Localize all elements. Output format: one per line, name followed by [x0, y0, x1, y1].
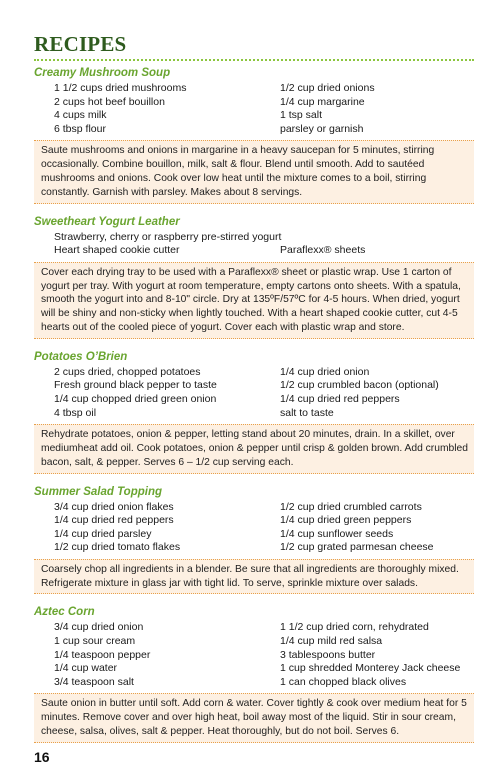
ingredient-item: 1 tsp salt: [280, 109, 323, 122]
recipe-instructions: Coarsely chop all ingredients in a blender. Be sure that all ingredients are thoroughly mixed. Refrigerate mixture in glass jar with tight lid. To serve, sprinkle mixture over salads.: [34, 559, 474, 595]
ingredient-list: [34, 82, 474, 136]
title-divider: [34, 59, 474, 61]
ingredient-item: 1/4 teaspoon pepper: [54, 648, 151, 661]
ingredient-item: 1/2 cup dried onions: [280, 82, 375, 94]
ingredient-item: Strawberry, cherry or raspberry pre-stirred yogurt: [54, 230, 282, 243]
ingredient-item: 1/4 cup dried green peppers: [280, 514, 412, 527]
ingredient-item: salt to taste: [280, 406, 334, 419]
ingredient-item: 1/4 cup mild red salsa: [280, 635, 383, 648]
recipe-aztec-corn: [34, 604, 474, 742]
ingredient-item: Heart shaped cookie cutter: [54, 244, 180, 257]
recipe-title: Potatoes O’Brien: [34, 350, 128, 363]
recipe-instructions: Saute onion in butter until soft. Add corn & water. Cover tightly & cook over medium heat for 5 minutes. Remove cover and over high heat, boil away most of the liquid. Stir in sour cream, cheese, salsa, olives, salt & pepper. Heat thoroughly, but do not boil. Serves 6.: [34, 693, 474, 742]
ingredient-item: 1 1/2 cups dried mushrooms: [54, 82, 187, 94]
ingredient-item: 1 1/2 cup dried corn, rehydrated: [280, 621, 429, 634]
ingredient-item: 2 cups hot beef bouillon: [54, 95, 165, 108]
ingredient-list: [34, 366, 474, 420]
ingredient-item: 1 cup shredded Monterey Jack cheese: [280, 662, 461, 675]
ingredient-item: 1/4 cup water: [54, 662, 118, 675]
ingredient-item: 4 cups milk: [54, 109, 107, 122]
ingredient-item: 1/4 cup dried red peppers: [280, 392, 400, 405]
ingredient-item: 3/4 cup dried onion: [54, 621, 144, 634]
recipe-potatoes-obrien: [34, 349, 474, 474]
recipe-instructions: Rehydrate potatoes, onion & pepper, letting stand about 20 minutes, drain. In a skillet, over mediumheat add oil. Cook potatoes, onion & pepper until crisp & golden brown. Add crumbled bacon, salt, & pepper. Serves 6 – 1/2 cup serving each.: [34, 424, 474, 473]
page-title: RECIPES: [34, 32, 127, 56]
page-number: 16: [34, 749, 50, 765]
ingredient-item: 3/4 teaspoon salt: [54, 675, 134, 688]
ingredient-item: 1/4 cup dried red peppers: [54, 514, 174, 527]
recipe-sweetheart-yogurt-leather: [34, 214, 474, 339]
ingredient-item: 1 cup sour cream: [54, 635, 136, 648]
ingredient-item: 1/2 cup crumbled bacon (optional): [280, 379, 439, 392]
recipe-summer-salad-topping: [34, 484, 474, 595]
ingredient-list: [34, 231, 474, 258]
recipe-title: Creamy Mushroom Soup: [34, 67, 171, 79]
ingredient-item: Paraflexx® sheets: [280, 244, 366, 257]
ingredient-item: 1/2 cup grated parmesan cheese: [280, 541, 434, 554]
ingredient-item: 3/4 cup dried onion flakes: [54, 500, 174, 513]
ingredient-list: [34, 501, 474, 555]
ingredient-item: 1/2 cup dried tomato flakes: [54, 541, 181, 554]
recipe-creamy-mushroom-soup: [34, 65, 474, 204]
ingredient-item: 2 cups dried, chopped potatoes: [54, 365, 201, 378]
ingredient-item: 4 tbsp oil: [54, 406, 97, 419]
ingredient-item: 1 can chopped black olives: [280, 675, 407, 688]
recipe-title: Aztec Corn: [34, 606, 95, 619]
ingredient-item: 1/4 cup dried parsley: [54, 527, 152, 540]
ingredient-list: [34, 621, 474, 689]
ingredient-item: 1/4 cup margarine: [280, 95, 365, 108]
ingredient-item: 1/4 cup sunflower seeds: [280, 527, 394, 540]
ingredient-item: 1/4 cup dried onion: [280, 365, 370, 378]
ingredient-item: Fresh ground black pepper to taste: [54, 379, 217, 392]
recipe-instructions: Cover each drying tray to be used with a Paraflexx® sheet or plastic wrap. Use 1 carton of yogurt per tray. With yogurt at room temperature, empty cartons onto sheets. With a spatula, smooth the yogurt into and 8-10" circle. Dry at 135ºF/57ºC for 4-5 hours. When dried, yogurt will be shiny and non-sticky when lightly touched. With a heart shaped cookie cutter, cut 4-5 hearts out of the cooled piece of yogurt. Cover each with plastic wrap and store.: [34, 262, 474, 339]
ingredient-item: 1/2 cup dried crumbled carrots: [280, 500, 422, 513]
recipe-instructions: Saute mushrooms and onions in margarine in a heavy saucepan for 5 minutes, stirring occasionally. Combine bouillon, milk, salt & flour. Blend until smooth. Add to sautéed mushrooms and onions. Cook over low heat until the mixture comes to a boil, stirring constantly. Garnish with parsley. Makes about 8 servings.: [34, 140, 474, 203]
recipe-title: Sweetheart Yogurt Leather: [34, 215, 180, 228]
ingredient-item: 1/4 cup chopped dried green onion: [54, 392, 217, 405]
ingredient-item: 3 tablespoons butter: [280, 648, 376, 661]
recipe-title: Summer Salad Topping: [34, 485, 163, 498]
ingredient-item: 6 tbsp flour: [54, 122, 106, 135]
ingredient-item: parsley or garnish: [280, 122, 364, 135]
